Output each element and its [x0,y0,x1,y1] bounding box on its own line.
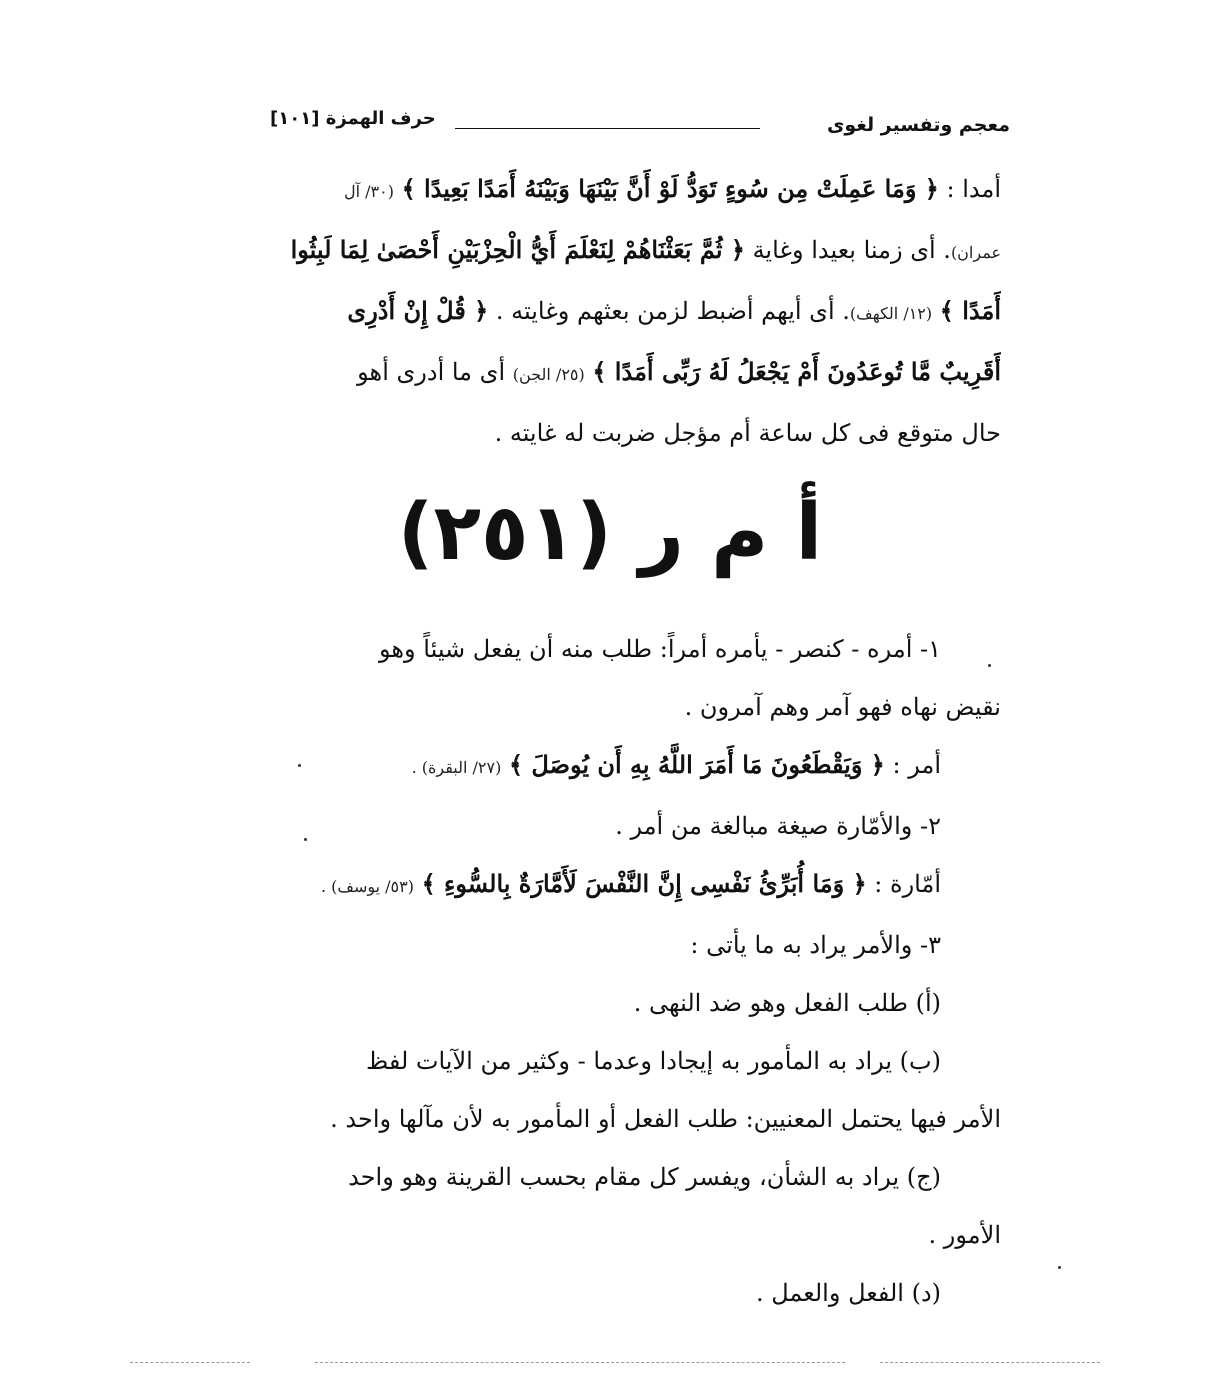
paragraph-3-d: (د) الفعل والعمل . [755,1279,941,1307]
amad-entry [271,160,1001,462]
quran-verse: ﴿ قُلْ إِنْ أَدْرِى [347,296,489,325]
book-title: معجم وتفسير لغوى [826,114,1010,136]
verse-reference: عمران) [950,243,1001,262]
verse-reference: (٣٠/ آل [343,182,394,201]
paragraph-3-c-line-2: الأمور . [928,1221,1001,1249]
amad-line-2 [271,221,1001,282]
running-header [270,108,1010,144]
explanation-text: . أى أيهم أضبط لزمن بعثهم وغايته . [495,297,850,325]
entry-heading: أ م ر (٢٥١) [397,488,823,578]
scan-edge [315,1362,845,1363]
quran-verse: أَقَرِيبٌ مَّا تُوعَدُونَ أَمْ يَجْعَلُ لَهُ رَبِّى أَمَدًا ﴾ [592,357,1001,386]
paragraph-3-c-line-1: (ج) يراد به الشأن، ويفسر كل مقام بحسب القرينة وهو واحد [348,1163,941,1191]
scan-speck [298,764,301,767]
quran-verse: ﴿ وَيَقْطَعُونَ مَا أَمَرَ اللَّهُ بِهِ أَن يُوصَلَ ﴾ [509,750,885,779]
quran-verse: ﴿ وَمَا أُبَرِّئُ نَفْسِى إِنَّ النَّفْسَ لَأَمَّارَةٌ بِالسُّوءِ ﴾ [421,869,867,898]
amad-line-4 [271,343,1001,404]
ammara-label: أمّارة : [874,870,941,898]
scan-speck [1058,1266,1061,1269]
paragraph-3-b-line-2: الأمر فيها يحتمل المعنيين: طلب الفعل أو المأمور به لأن مآلها واحد . [330,1105,1001,1133]
paragraph-3-a: (أ) طلب الفعل وهو ضد النهى . [633,989,941,1017]
amr-example [271,736,1001,797]
paragraph-2: ٢- والأمّارة صيغة مبالغة من أمر . [615,812,941,840]
verse-reference: (١٢/ الكهف) [849,304,933,323]
section-label: حرف الهمزة [١٠١] [270,108,436,129]
amad-line-3 [271,282,1001,343]
amad-line-1 [271,160,1001,221]
amad-line-5: حال متوقع فى كل ساعة أم مؤجل ضربت له غايته . [494,419,1001,447]
quran-verse: ﴿ ثُمَّ بَعَثْنَاهُمْ لِنَعْلَمَ أَيُّ الْحِزْبَيْنِ أَحْصَىٰ لِمَا لَبِثُوا [290,235,745,264]
header-rule [455,128,760,129]
explanation-text: . أى زمنا بعيدا وغاية [752,236,951,264]
paragraph-3-b-line-1: (ب) يراد به المأمور به إيجادا وعدما - وكثير من الآيات لفظ [366,1047,941,1075]
verse-reference: (٢٥/ الجن) [512,365,585,384]
verse-reference: (٢٧/ البقرة) . [411,758,502,777]
ammara-example [271,855,1001,916]
scan-speck [988,664,991,667]
explanation-text: أى ما أدرى أهو [357,358,506,386]
paragraph-3: ٣- والأمر يراد به ما يأتى : [690,931,941,959]
scan-edge [880,1362,1100,1363]
amr-entry [271,620,1001,1322]
scan-edge [130,1362,250,1363]
amad-label: أمدا : [946,175,1001,203]
scan-speck [304,838,307,841]
verse-reference: (٥٣/ يوسف) . [320,877,414,896]
paragraph-1-line-2: نقيض نهاه فهو آمر وهم آمرون . [684,693,1001,721]
amr-label: أمر : [892,751,941,779]
quran-verse: ﴿ وَمَا عَمِلَتْ مِن سُوءٍ تَوَدُّ لَوْ أَنَّ بَيْنَهَا وَبَيْنَهُ أَمَدًا بَعِيدًا ﴾ [401,174,939,203]
quran-verse: أَمَدًا ﴾ [939,296,1001,325]
paragraph-1-line-1: ١- أمره - كنصر - يأمره أمراً: طلب منه أن يفعل شيئاً وهو [378,635,941,663]
